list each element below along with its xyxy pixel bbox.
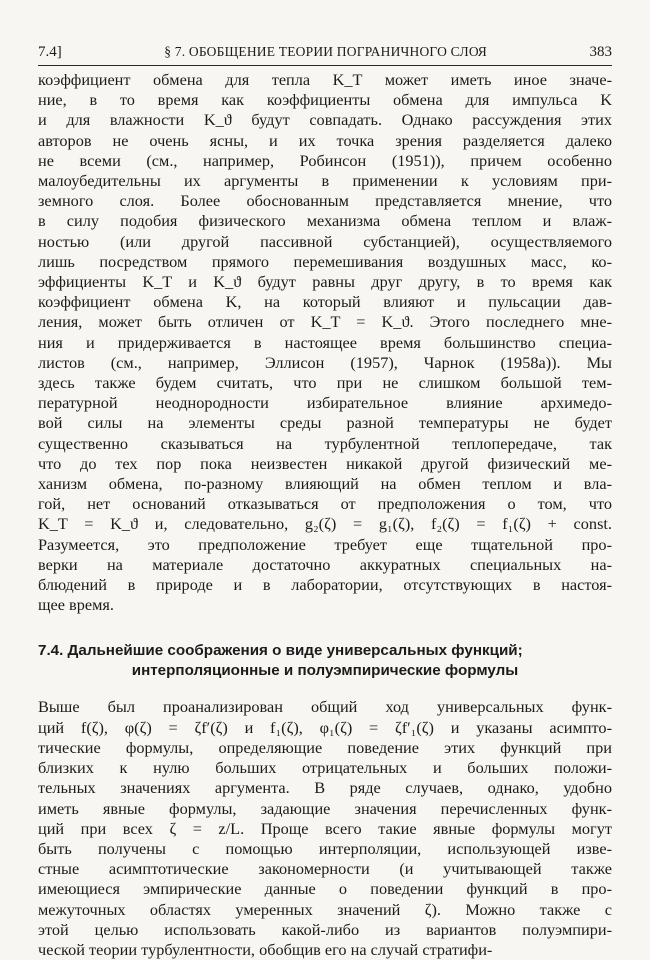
text-line: тельных значениях аргумента. В ряде случаев, однако, удобно — [38, 778, 612, 798]
paragraph-2 — [38, 697, 612, 960]
text-line: ческой теории турбулентности, обобщив его на случай стратифи- — [38, 939, 493, 959]
text-line: существенно сказываться на турбулентной теплопередаче, так — [38, 433, 612, 453]
text-line: и для влажности K_ϑ будут совпадать. Однако рассуждения этих — [38, 110, 612, 130]
text-line: ления, может быть отличен от K_T = K_ϑ. Этого последнего мне- — [38, 312, 612, 332]
section-heading — [38, 641, 612, 681]
text-line: малоубедительны их аргументы в применении к условиям при- — [38, 171, 612, 191]
text-line: здесь также будем считать, что при не слишком большой тем- — [38, 373, 612, 393]
text-line: ние, в то время как коэффициенты обмена для импульса K — [38, 90, 612, 110]
text-line: иметь явные формулы, задающие значения перечисленных функ- — [38, 798, 612, 818]
text-line: ханизм обмена, по-разному влияющий на обмен теплом и вла- — [38, 474, 612, 494]
section-title-line-1: 7.4. Дальнейшие соображения о виде универсальных функций; — [38, 642, 523, 660]
text-line: блюдений в природе и в лаборатории, отсутствующих в настоя- — [38, 575, 612, 595]
running-title: § 7. ОБОБЩЕНИЕ ТЕОРИИ ПОГРАНИЧНОГО СЛОЯ — [164, 44, 487, 59]
text-line: не всеми (см., например, Робинсон (1951)), причем особенно — [38, 150, 612, 170]
text-line: Выше был проанализирован общий ход универсальных функ- — [38, 697, 612, 717]
text-line: этой целью использовать какой-либо из вариантов полуэмпири- — [38, 919, 612, 939]
text-line: межуточных областях умеренных значений ζ). Можно также с — [38, 899, 612, 919]
text-line: ций f(ζ), φ(ζ) = ζf′(ζ) и f₁(ζ), φ₁(ζ) = ζf′₁(ζ) и указаны асимпто- — [38, 717, 612, 737]
paragraph-1 — [38, 70, 612, 615]
text-line: щее время. — [38, 595, 114, 615]
text-line: что до тех пор пока неизвестен никакой другой физический ме- — [38, 453, 612, 473]
text-line: близких к нулю больших отрицательных и больших положи- — [38, 758, 612, 778]
book-page — [38, 44, 612, 960]
text-line: эффициенты K_T и K_ϑ будут равны друг другу, в то время как — [38, 272, 612, 292]
text-line: авторов не очень ясны, и их точка зрения разделяется далеко — [38, 130, 612, 150]
text-line: K_T = K_ϑ и, следовательно, g₂(ζ) = g₁(ζ), f₂(ζ) = f₁(ζ) + const. — [38, 514, 612, 534]
running-header — [38, 44, 612, 66]
text-line: земного слоя. Более обоснованным представляется мнение, что — [38, 191, 612, 211]
text-line: листов (см., например, Эллисон (1957), Чарнок (1958а)). Мы — [38, 352, 612, 372]
text-line: пературной неоднородности избирательное влияние архимедо- — [38, 393, 612, 413]
text-line: ния и придерживается в настоящее время большинство специа- — [38, 332, 612, 352]
section-number: 7.4] — [38, 44, 62, 60]
page-number: 383 — [589, 44, 612, 60]
text-line: вой силы на элементы среды разной температуры не будет — [38, 413, 612, 433]
text-line: тические формулы, определяющие поведение этих функций при — [38, 737, 612, 757]
text-line: ностью (или другой пассивной субстанцией), осуществляемого — [38, 231, 612, 251]
text-line: быть получены с помощью интерполяции, использующей изве- — [38, 838, 612, 858]
text-line: коэффициент обмена для тепла K_T может иметь иное значе- — [38, 70, 612, 89]
section-title-line-2: интерполяционные и полуэмпирические формулы — [131, 662, 519, 680]
text-line: стные асимптотические закономерности (и учитывающей также — [38, 859, 612, 879]
text-line: коэффициент обмена K, на который влияют и пульсации дав- — [38, 292, 612, 312]
text-line: в силу подобия физического механизма обмена теплом и влаж- — [38, 211, 612, 231]
text-line: Разумеется, это предположение требует еще тщательной про- — [38, 534, 612, 554]
text-line: верки на материале достаточно аккуратных специальных на- — [38, 554, 612, 574]
text-line: гой, нет оснований отказываться от предположения о том, что — [38, 494, 612, 514]
text-line: лишь посредством прямого перемешивания воздушных масс, ко- — [38, 251, 612, 271]
text-line: ций при всех ζ = z/L. Проще всего такие явные формулы могут — [38, 818, 612, 838]
text-line: имеющиеся эмпирические данные о поведении функций в про- — [38, 879, 612, 899]
